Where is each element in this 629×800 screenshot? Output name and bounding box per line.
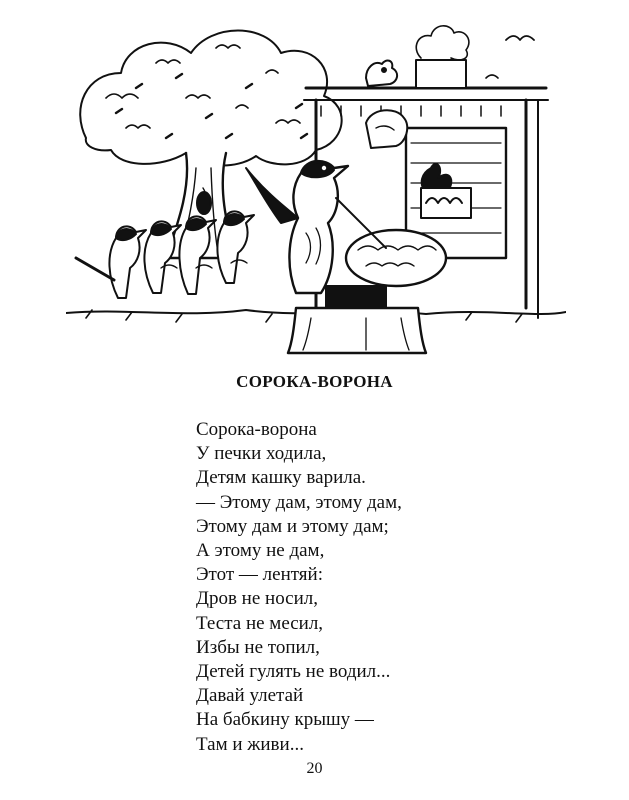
poem-text: [196, 418, 402, 757]
poem-line: У печки ходила,: [196, 443, 327, 465]
poem-line: А этому не дам,: [196, 540, 325, 562]
poem-line: На бабкину крышу —: [196, 709, 374, 731]
poem-line: — Этому дам, этому дам,: [196, 491, 402, 513]
poem-line: Избы не топил,: [196, 636, 320, 658]
poem-line: Теста не месил,: [196, 612, 324, 634]
magpie-cooking-illustration: [66, 18, 566, 356]
poem-line: Сорока-ворона: [196, 419, 317, 440]
poem-line: Этот — лентяй:: [196, 564, 323, 586]
magpie-chicks-icon: [76, 211, 254, 298]
poem-line: Там и живи...: [196, 733, 304, 755]
poem-line: Дров не носил,: [196, 588, 319, 610]
poem-line: Детей гулять не водил...: [196, 661, 391, 683]
poem-title: СОРОКА-ВОРОНА: [236, 372, 393, 391]
poem-line: Этому дам и этому дам;: [196, 515, 389, 537]
page-number: 20: [306, 760, 323, 777]
poem-line: Детям кашку варила.: [196, 467, 366, 489]
poem-line: Давай улетай: [196, 685, 304, 707]
